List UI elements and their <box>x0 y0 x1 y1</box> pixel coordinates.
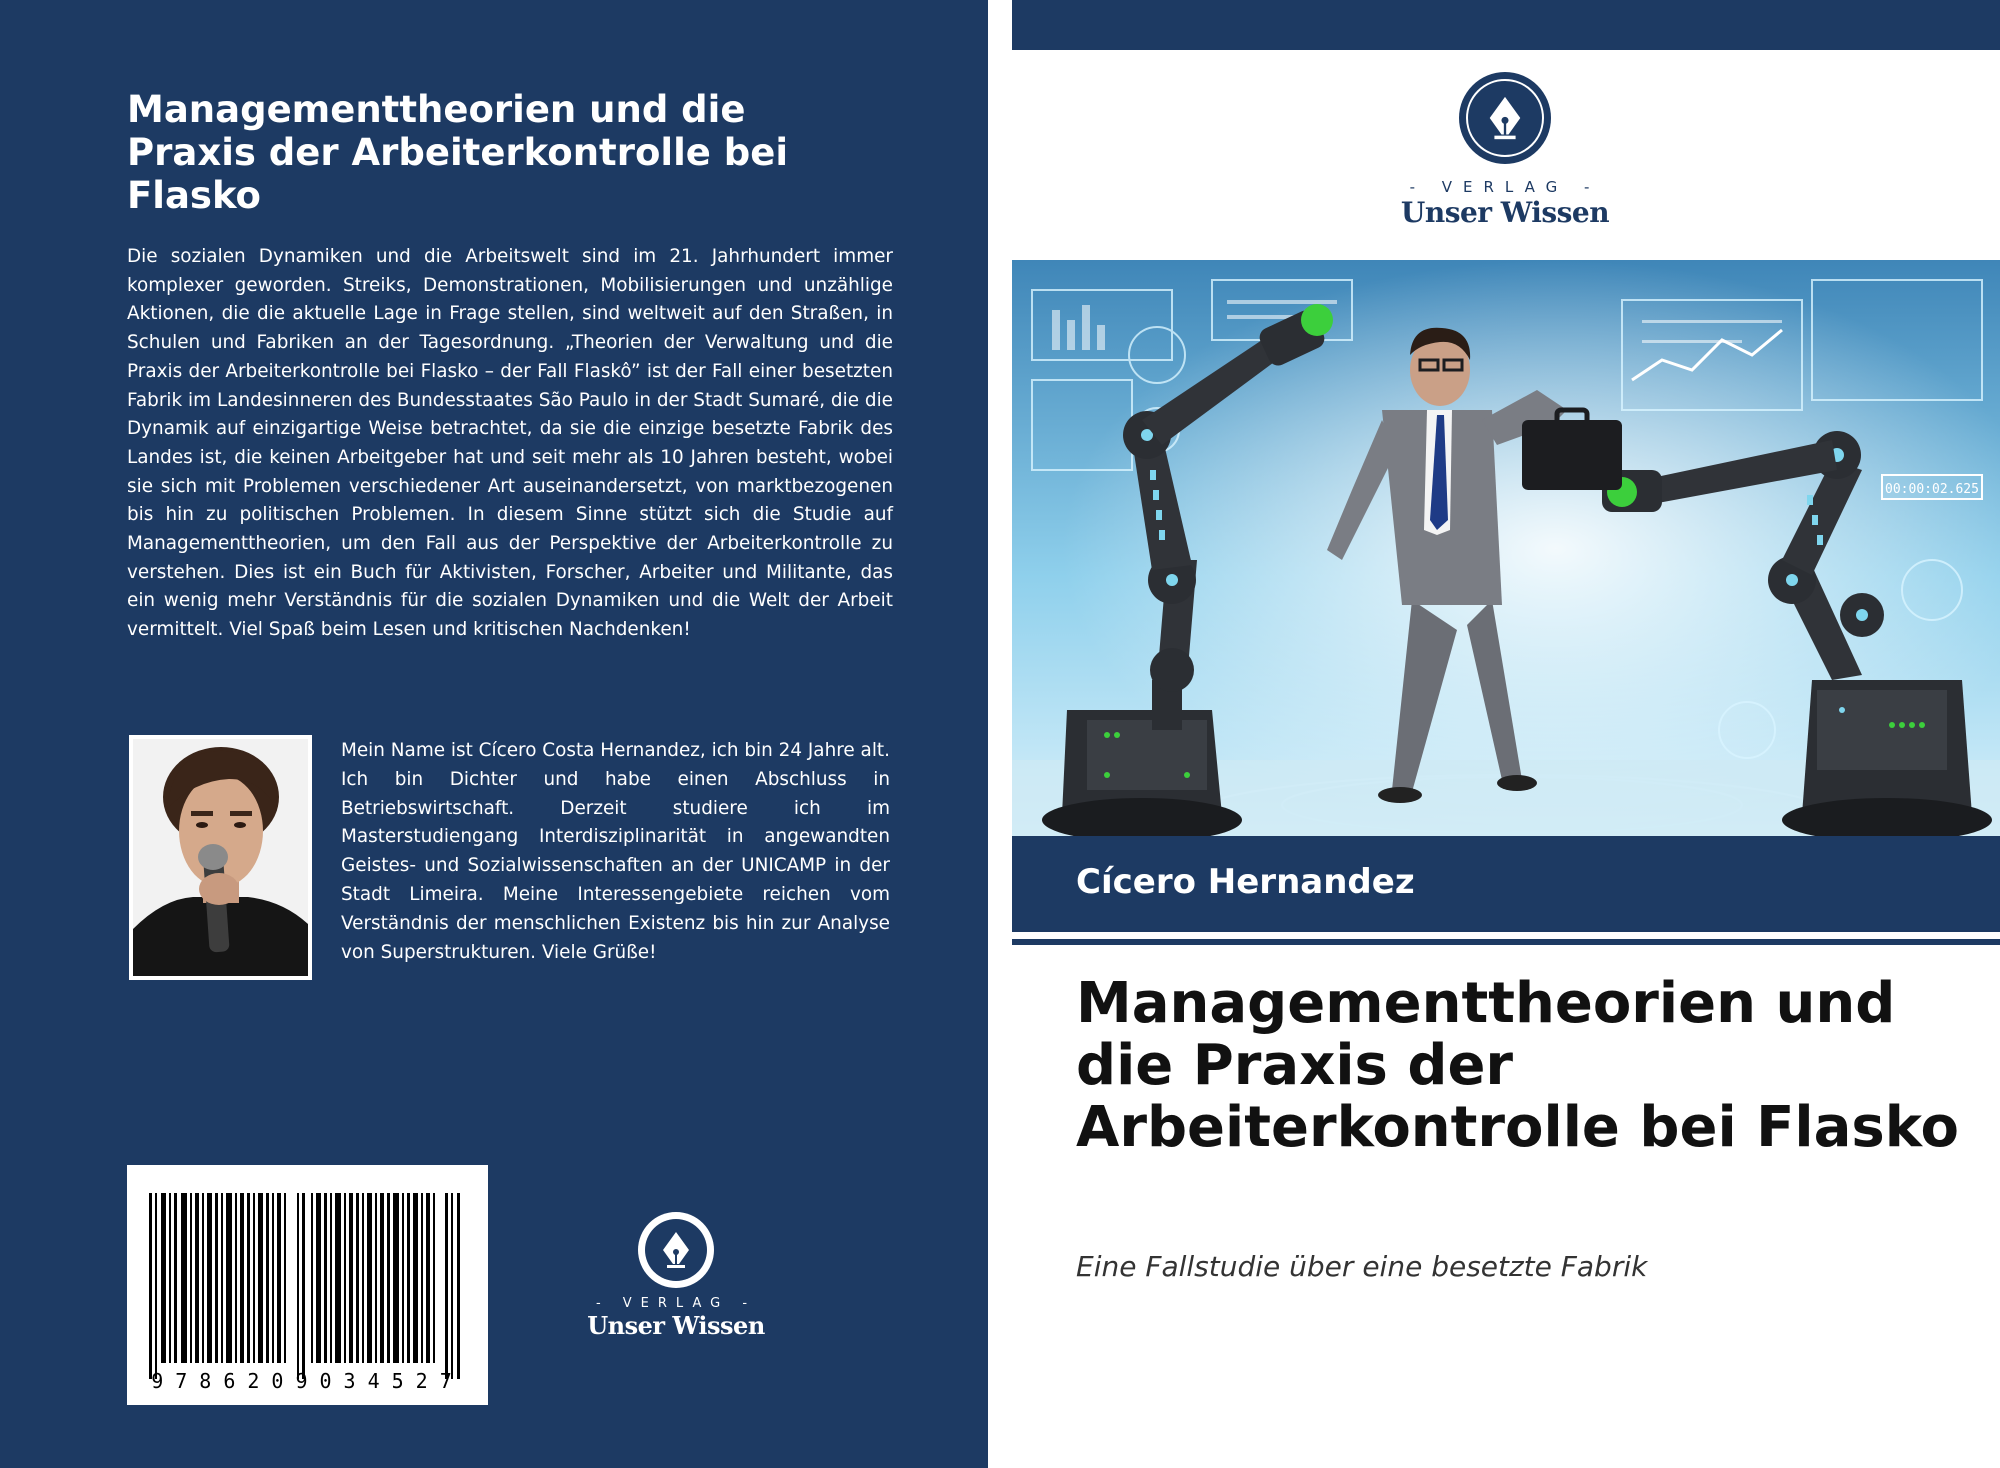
publisher-seal <box>638 1212 714 1288</box>
front-cover-title: Managementtheorien und die Praxis der Arbeiterkontrolle bei Flasko <box>1076 971 1959 1160</box>
author-portrait-illustration <box>133 739 308 976</box>
author-band <box>1012 836 2000 932</box>
publisher-seal <box>1459 72 1551 164</box>
back-cover-title: Managementtheorien und die Praxis der Arbeiterkontrolle bei Flasko <box>127 88 788 217</box>
robot-arms-businessman-illustration <box>1012 260 2000 837</box>
logo-brand-text: Unser Wissen <box>587 1311 765 1340</box>
cover-illustration <box>1012 260 2000 837</box>
isbn-digits: 9786209034527 <box>151 1369 464 1393</box>
back-cover-blurb: Die sozialen Dynamiken und die Arbeitswelt sind im 21. Jahrhundert immer komplexer geworden. Streiks, Demonstrationen, Mobilisierungen und unzählige Aktionen, die die aktuelle Lage in Frage stellen, sind weltweit auf den Straßen, in Schulen und Fabriken an der Tagesordnung. „Theorien der Verwaltung und die Praxis der Arbeiterkontrolle bei Flasko – der Fall Flaskô” ist der Fall einer besetzten Fabrik im Landesinneren des Bundesstaates São Paulo in der Stadt Sumaré, die die Dynamik auf einzigartige Weise betrachtet, da sie die einzige besetzte Fabrik des Landes ist, die keinen Arbeitgeber hat und seit mehr als 10 Jahren besteht, wobei sie sich mit Problemen verschiedener Art auseinandersetzt, von marktbezogenen bis hin zu politischen Problemen. In diesem Sinne stützt sich die Studie auf Managementtheorien, um den Fall aus der Perspektive der Arbeiterkontrolle zu verstehen. Dies ist ein Buch für Aktivisten, Forscher, Arbeiter und Militante, das ein wenig mehr Verständnis für die sozialen Dynamiken und die Welt der Arbeit vermittelt. Viel Spaß beim Lesen und kritischen Nachdenken! <box>127 246 893 641</box>
author-name: Cícero Hernandez <box>1076 862 1415 902</box>
publisher-logo-back <box>578 1212 774 1342</box>
logo-brand-text: Unser Wissen <box>1400 196 1610 229</box>
publisher-logo-front <box>1380 72 1630 229</box>
back-cover <box>0 0 988 1468</box>
fountain-pen-nib-icon <box>1485 94 1525 142</box>
hud-timer: 00:00:02.625 <box>1885 482 1979 497</box>
logo-verlag-text: - VERLAG - <box>595 1296 757 1311</box>
isbn-barcode <box>127 1165 488 1405</box>
divider-rule <box>1012 939 2000 945</box>
fountain-pen-nib-icon <box>659 1230 693 1270</box>
top-band <box>1012 0 2000 50</box>
spine-gap <box>988 0 1012 1468</box>
author-photo <box>129 735 312 980</box>
front-cover <box>1012 0 2000 1468</box>
front-cover-subtitle: Eine Fallstudie über eine besetzte Fabrik <box>1076 1250 1648 1283</box>
logo-verlag-text: - VERLAG - <box>1409 178 1601 196</box>
author-bio: Mein Name ist Cícero Costa Hernandez, ich bin 24 Jahre alt. Ich bin Dichter und habe einen Abschluss in Betriebswirtschaft. Derzeit studiere ich im Masterstudiengang Interdisziplinarität in angewandten Geistes- und Sozialwissenschaften an der UNICAMP in der Stadt Limeira. Meine Interessengebiete reichen vom Verständnis der menschlichen Existenz bis hin zur Analyse von Superstrukturen. Viele Grüße! <box>341 740 890 963</box>
